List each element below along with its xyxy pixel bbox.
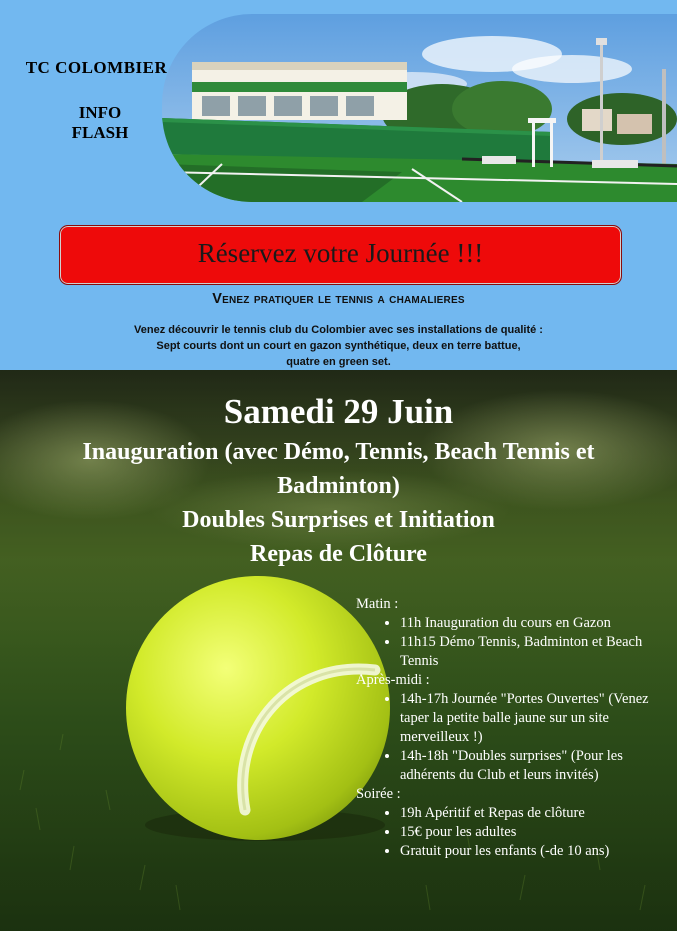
header-panel	[0, 0, 677, 370]
info-flash-line1: INFO	[78, 103, 122, 122]
event-panel	[0, 370, 677, 931]
afternoon-label: Après-midi :	[356, 672, 430, 688]
event-schedule	[356, 595, 668, 861]
evening-list	[356, 804, 668, 861]
banner-title: Réservez votre Journée !!!	[197, 238, 484, 268]
morning-label: Matin :	[356, 596, 399, 612]
morning-list	[356, 614, 668, 671]
list-item: • Gratuit pour les enfants (-de 10 ans)	[400, 842, 668, 861]
afternoon-list	[356, 690, 668, 785]
club-court-photo	[162, 14, 677, 202]
list-item: • 14h-18h "Doubles surprises" (Pour les adhérents du Club et leurs invités)	[400, 747, 668, 785]
reservation-banner	[59, 225, 622, 285]
evening-label: Soirée :	[356, 786, 401, 802]
event-line-1: Inauguration (avec Démo, Tennis, Beach Tennis et	[82, 439, 595, 465]
intro-desc-line2: Sept courts dont un court en gazon synthétique, deux en terre battue,	[156, 340, 521, 352]
info-flash-label	[50, 103, 150, 143]
list-item: • 11h15 Démo Tennis, Badminton et Beach Tennis	[400, 633, 668, 671]
intro-subtitle-text: Venez pratiquer le tennis a chamalieres	[212, 291, 465, 307]
list-item: • 14h-17h Journée "Portes Ouvertes" (Venez taper la petite balle jaune sur un site merveilleux !)	[400, 690, 668, 747]
event-line-4: Repas de Clôture	[250, 541, 427, 567]
list-item: • 11h Inauguration du cours en Gazon	[400, 614, 668, 633]
club-name: TC COLOMBIER	[25, 58, 168, 77]
event-line-3: Doubles Surprises et Initiation	[182, 507, 495, 533]
event-line-2: Badminton)	[277, 473, 400, 499]
intro-desc-line1: Venez découvrir le tennis club du Colombier avec ses installations de qualité :	[134, 324, 543, 336]
event-date: Samedi 29 Juin	[223, 392, 454, 431]
intro-subtitle	[0, 291, 677, 307]
list-item: • 15€ pour les adultes	[400, 823, 668, 842]
tennis-ball-image	[126, 576, 390, 840]
intro-desc-line3: quatre en green set.	[286, 356, 391, 368]
info-flash-line2: FLASH	[71, 123, 129, 142]
list-item: • 19h Apéritif et Repas de clôture	[400, 804, 668, 823]
intro-description	[0, 322, 677, 370]
